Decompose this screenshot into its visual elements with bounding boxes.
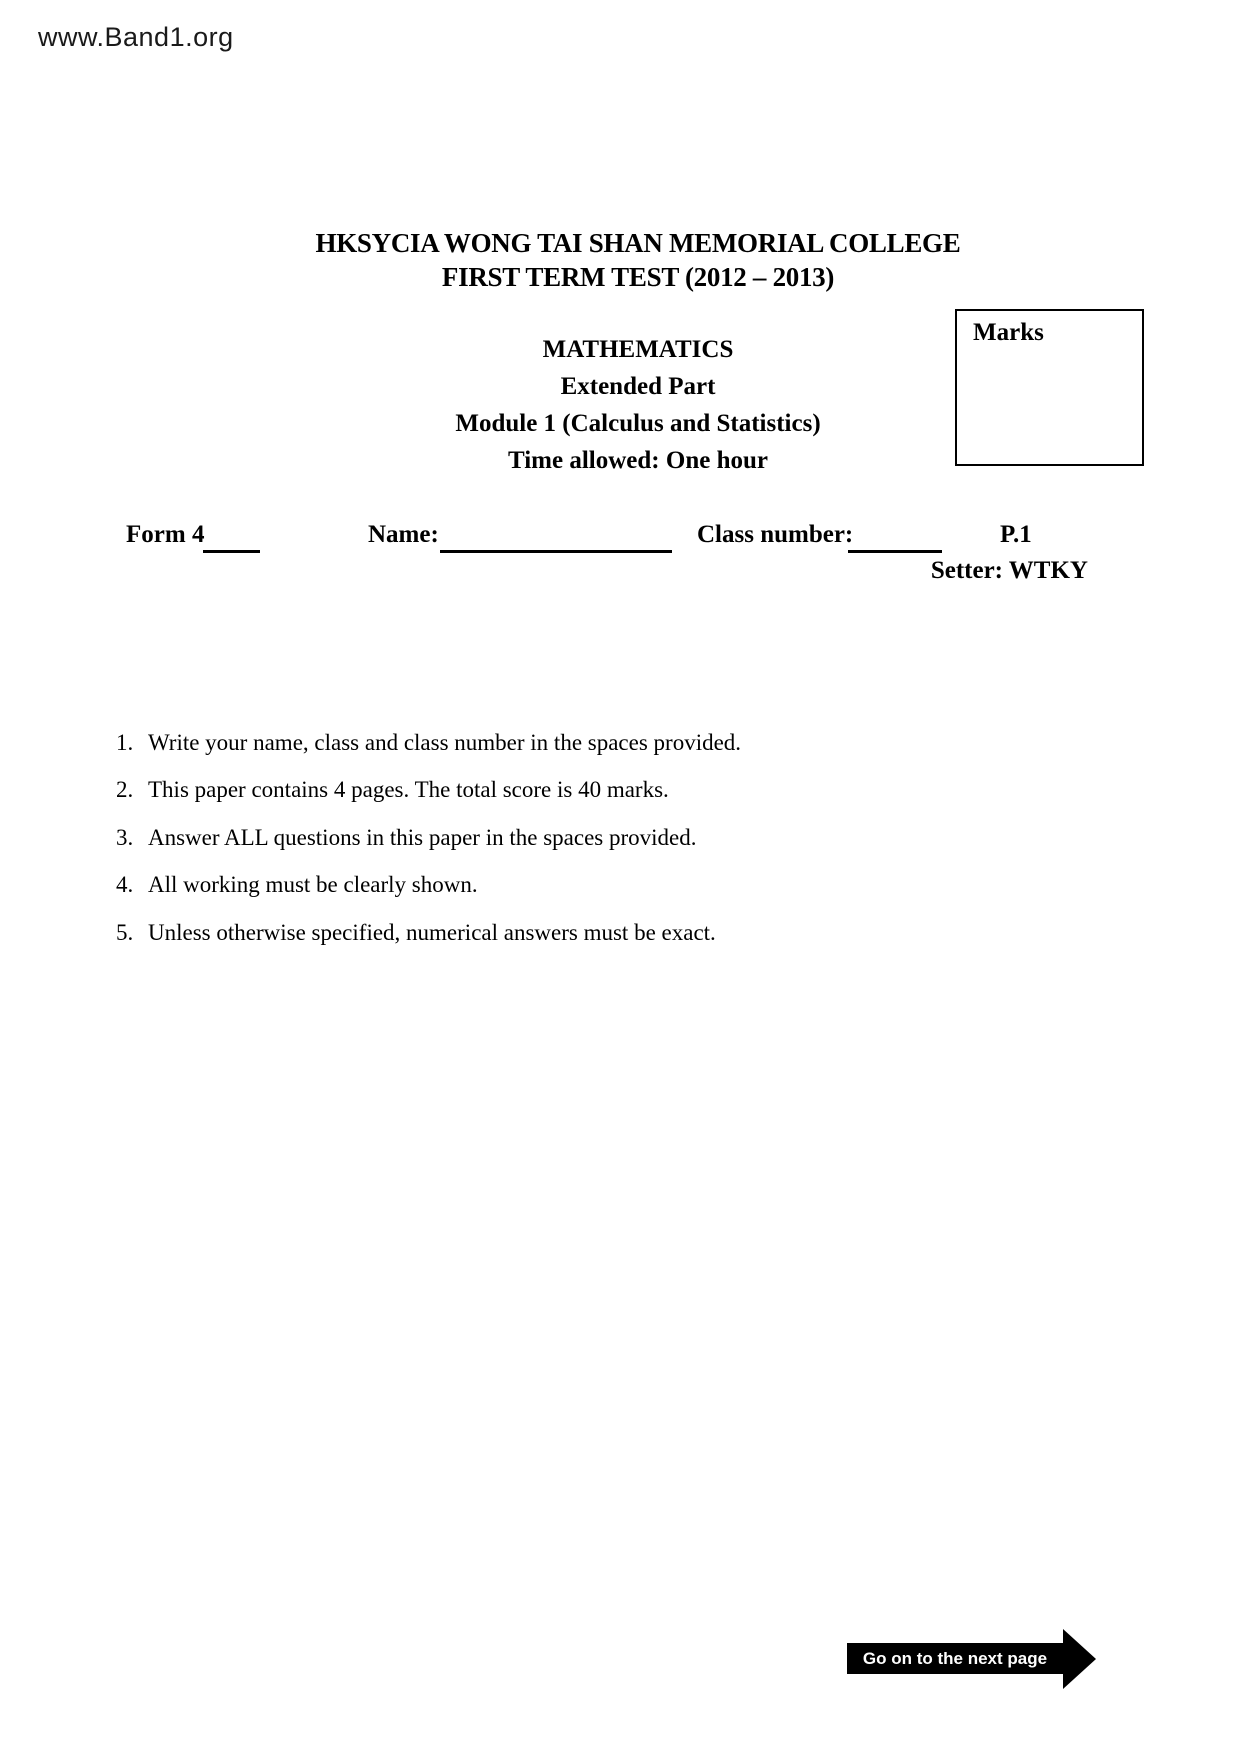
next-page-label: Go on to the next page [847, 1643, 1063, 1674]
watermark-url: www.Band1.org [38, 22, 234, 52]
page-number: P.1 [1000, 521, 1032, 548]
arrow-right-icon [1063, 1629, 1096, 1689]
instruction-text: This paper contains 4 pages. The total score is 40 marks. [148, 777, 669, 802]
subject-title: MATHEMATICS [542, 336, 734, 363]
instruction-text: All working must be clearly shown. [148, 872, 478, 897]
school-name: HKSYCIA WONG TAI SHAN MEMORIAL COLLEGE [315, 228, 961, 258]
name-label: Name: [368, 521, 439, 548]
setter-label: Setter: WTKY [930, 557, 1088, 584]
instruction-text: Write your name, class and class number in the spaces provided. [148, 730, 742, 755]
subject-module: Module 1 (Calculus and Statistics) [455, 410, 821, 437]
name-blank [440, 521, 672, 553]
class-number-label: Class number: [697, 521, 854, 548]
class-number-blank [848, 521, 942, 553]
next-page-banner [847, 1629, 1107, 1689]
marks-label: Marks [973, 319, 1044, 346]
exam-title: FIRST TERM TEST (2012 – 2013) [441, 262, 835, 292]
candidate-info-row [0, 521, 1240, 557]
time-allowed: Time allowed: One hour [508, 447, 768, 474]
instruction-number: 1. [116, 730, 134, 755]
form-number-blank [203, 521, 260, 553]
subject-part: Extended Part [560, 373, 716, 400]
instruction-number: 3. [116, 825, 134, 850]
header-title-block [38, 226, 1238, 294]
instruction-number: 2. [116, 777, 134, 802]
instruction-number: 5. [116, 920, 134, 945]
instruction-number: 4. [116, 872, 134, 897]
instruction-text: Unless otherwise specified, numerical answers must be exact. [148, 920, 716, 945]
marks-box [955, 309, 1144, 466]
form-label: Form 4 [126, 521, 205, 548]
instruction-text: Answer ALL questions in this paper in the spaces provided. [148, 825, 697, 850]
